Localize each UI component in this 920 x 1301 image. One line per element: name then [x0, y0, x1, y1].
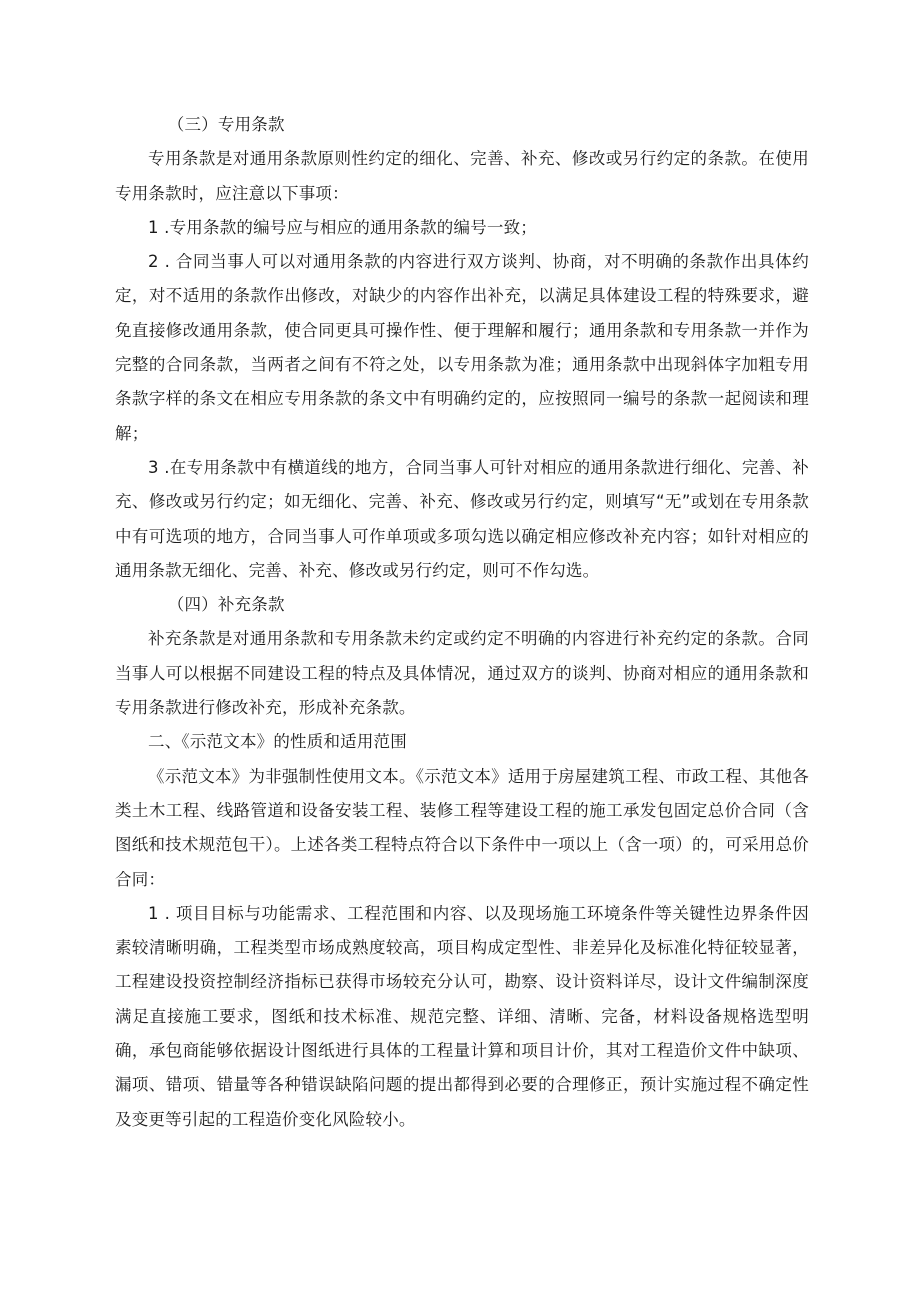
paragraph-item-3-dash-lines: 3 .在专用条款中有横道线的地方，合同当事人可针对相应的通用条款进行细化、完善、补充、修改或另行约定；如无细化、完善、补充、修改或另行约定，则填写“无”或划在专用条款中有可选项的地方，合同当事人可作单项或多项勾选以确定相应修改补充内容；如针对相应的通用条款无细化、完善、补充、修改或另行约定，则可不作勾选。: [115, 457, 809, 580]
paragraph-supplementary-definition: 补充条款是对通用条款和专用条款未约定或约定不明确的内容进行补充约定的条款。合同当事人可以根据不同建设工程的特点及具体情况，通过双方的谈判、协商对相应的通用条款和专用条款进行修改补充，形成补充条款。: [115, 629, 809, 718]
paragraph-special-clauses-definition: 专用条款是对通用条款原则性约定的细化、完善、补充、修改或另行约定的条款。在使用专用条款时，应注意以下事项：: [115, 149, 809, 203]
document-body: [115, 108, 809, 1137]
paragraph-condition-1: 1 . 项目目标与功能需求、工程范围和内容、以及现场施工环境条件等关键性边界条件因素较清晰明确，工程类型市场成熟度较高，项目构成定型性、非差异化及标准化特征较显著，工程建设投资控制经济指标已获得市场较充分认可，勘察、设计资料详尽，设计文件编制深度满足直接施工要求，图纸和技术标准、规范完整、详细、清晰、完备，材料设备规格选型明确，承包商能够依据设计图纸进行具体的工程量计算和项目计价，其对工程造价文件中缺项、漏项、错项、错量等各种错误缺陷问题的提出都得到必要的合理修正，预计实施过程不确定性及变更等引起的工程造价变化风险较小。: [115, 903, 809, 1129]
section-heading-supplementary-clauses: （四）补充条款: [167, 595, 285, 615]
paragraph-nature-scope: 《示范文本》为非强制性使用文本。《示范文本》适用于房屋建筑工程、市政工程、其他各类土木工程、线路管道和设备安装工程、装修工程等建设工程的施工承发包固定总价合同（含图纸和技术规范包干）。上述各类工程特点符合以下条件中一项以上（含一项）的，可采用总价合同：: [115, 766, 809, 889]
paragraph-item-1-numbering: 1 .专用条款的编号应与相应的通用条款的编号一致；: [148, 217, 537, 237]
section-heading-nature-scope: 二、《示范文本》的性质和适用范围: [148, 732, 407, 752]
section-heading-special-clauses: （三）专用条款: [167, 115, 285, 134]
paragraph-item-2-negotiation: 2 . 合同当事人可以对通用条款的内容进行双方谈判、协商，对不明确的条款作出具体约定，对不适用的条款作出修改，对缺少的内容作出补充，以满足具体建设工程的特殊要求，避免直接修改通用条款，使合同更具可操作性、便于理解和履行；通用条款和专用条款一并作为完整的合同条款，当两者之间有不符之处，以专用条款为准；通用条款中出现斜体字加粗专用条款字样的条文在相应专用条款的条文中有明确约定的，应按照同一编号的条款一起阅读和理解；: [115, 252, 809, 443]
